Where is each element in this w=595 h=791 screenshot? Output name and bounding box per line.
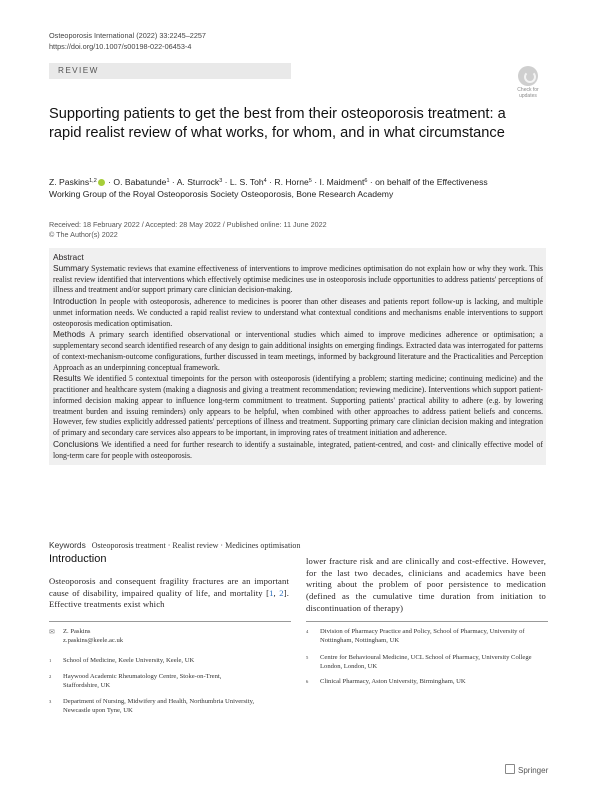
author-name: · O. Babatunde bbox=[105, 177, 167, 187]
corresponding-name: Z. Paskins bbox=[63, 628, 91, 635]
author-group: · on behalf of the Effectiveness bbox=[367, 177, 488, 187]
check-updates-icon bbox=[518, 66, 538, 86]
affiliation-number: 6 bbox=[306, 679, 309, 684]
keywords bbox=[49, 540, 300, 550]
journal-header bbox=[49, 31, 206, 52]
abstract-introduction bbox=[53, 296, 543, 329]
affiliation-text: School of Medicine, Keele University, Keele, UK bbox=[63, 657, 195, 664]
abstract-methods bbox=[53, 329, 543, 373]
abstract bbox=[53, 252, 543, 461]
summary-text: Systematic reviews that examine effectiveness of interventions to improve medicines optimisation do not explain how or why they work. This realist review identified that interventions which effectively optimise medicines use in osteoporosis include opportunities to address patients' perceptions of illness and treatment and/or support primary care clinician decision-making. bbox=[53, 263, 543, 295]
conclusions-heading: Conclusions bbox=[53, 438, 99, 449]
author-affil-sup: 5 bbox=[308, 178, 312, 184]
footnote-divider bbox=[306, 621, 548, 622]
affiliation-number: 1 bbox=[49, 658, 52, 663]
affiliation-text: Department of Nursing, Midwifery and Health, Northumbria University, Newcastle upon Tyne, UK bbox=[63, 698, 255, 714]
author-affil-sup: 1,2 bbox=[89, 178, 97, 184]
affiliation-number: 4 bbox=[306, 629, 309, 634]
affiliation bbox=[49, 698, 289, 718]
publisher-logo bbox=[505, 764, 548, 775]
check-for-updates-badge[interactable] bbox=[510, 64, 546, 104]
intro-text-part: Osteoporosis and consequent fragility fractures are an important cause of disability, impaired quality of life, and mortality [ bbox=[49, 576, 289, 598]
springer-horse-icon bbox=[505, 764, 515, 774]
abstract-summary bbox=[53, 263, 543, 296]
author-name: · I. Maidment bbox=[311, 177, 365, 187]
citation-link[interactable]: 2 bbox=[279, 587, 284, 598]
keywords-heading: Keywords bbox=[49, 540, 86, 550]
author-name: Z. Paskins bbox=[49, 177, 90, 187]
author-affil-sup: 3 bbox=[219, 178, 223, 184]
affiliation bbox=[306, 628, 546, 648]
author-line-1 bbox=[49, 176, 549, 188]
check-updates-label: Check for updates bbox=[517, 87, 539, 99]
corresponding-email[interactable]: z.paskins@keele.ac.uk bbox=[63, 637, 124, 644]
affiliation-text: Division of Pharmacy Practice and Policy, School of Pharmacy, University of Nottingham, Nottingham, UK bbox=[320, 628, 525, 644]
author-affil-sup: 6 bbox=[364, 178, 368, 184]
orcid-icon[interactable] bbox=[98, 179, 105, 186]
results-heading: Results bbox=[53, 373, 81, 384]
affiliation bbox=[306, 654, 546, 674]
author-name: · R. Horne bbox=[266, 177, 309, 187]
introduction-section-heading: Introduction bbox=[49, 553, 107, 565]
introduction-heading: Introduction bbox=[53, 296, 97, 306]
affiliation bbox=[306, 678, 546, 688]
abstract-heading: Abstract bbox=[53, 252, 84, 262]
affiliation bbox=[49, 657, 289, 667]
introduction-body bbox=[49, 576, 289, 611]
intro-text-part: ]. Effective treatments exist which bbox=[49, 587, 289, 610]
intro-text-part: , bbox=[273, 587, 280, 598]
affiliation-text: Haywood Academic Rheumatology Centre, Stoke-on-Trent, Staffordshire, UK bbox=[63, 673, 222, 689]
history-dates: Received: 18 February 2022 / Accepted: 28 May 2022 / Published online: 11 June 2022 bbox=[49, 220, 327, 229]
corresponding-author bbox=[49, 628, 289, 648]
results-text: We identified 5 contextual timepoints for the person with osteoporosis (identifying a problem; starting medicine; continuing medicine) and the practitioner and healthcare system (making a diagnosis and giving a treatment recommendation; reviewing medicine). Interventions which support patient-informed decision making appear to influence long-term commitment to treatment. Supporting patients' practical ability to adhere (e.g. by lowering treatment burden and issuing reminders) only appears to be helpful, when combined with other approaches to address patient beliefs and concerns. However, few studies explicitly addressed patients' perceptions of illness and treatment. Supporting primary care clinician decision making and integration of primary and secondary care services also appears to be important, in improving rates of treatment initiation and adherence. bbox=[53, 374, 543, 437]
citation-link[interactable]: 1 bbox=[269, 587, 274, 598]
affiliation-number: 2 bbox=[49, 674, 52, 679]
publication-dates bbox=[49, 220, 327, 240]
affiliation-number: 3 bbox=[49, 699, 52, 704]
article-title: Supporting patients to get the best from their osteoporosis treatment: a rapid realist review of what works, for whom, and in what circumstance bbox=[49, 106, 506, 141]
footnote-divider bbox=[49, 621, 291, 622]
author-line-2: Working Group of the Royal Osteoporosis Society Osteoporosis, Bone Research Academy bbox=[49, 189, 394, 200]
author-affil-sup: 4 bbox=[263, 178, 267, 184]
author-name: · A. Sturrock bbox=[169, 177, 220, 187]
affiliation-text: Clinical Pharmacy, Aston University, Birmingham, UK bbox=[320, 678, 466, 685]
conclusions-text: We identified a need for further research to identify a sustainable, integrated, patient-centred, and cost- and clinically effective model of long-term care for people with osteoporosis. bbox=[53, 439, 544, 460]
affiliation-number: 5 bbox=[306, 655, 309, 660]
introduction-text: In people with osteoporosis, adherence to medicines is poorer than other diseases and patients report follow-up is lacking, and multiple unmet information needs. We conducted a rapid realist review to understand what contextual conditions and mechanisms enable interventions to support osteoporosis medication optimisation. bbox=[53, 297, 543, 328]
affiliation-text: Centre for Behavioural Medicine, UCL School of Pharmacy, University College London, London, UK bbox=[320, 654, 532, 670]
author-name: · L. S. Toh bbox=[222, 177, 264, 187]
author-affil-sup: 1 bbox=[166, 178, 170, 184]
methods-text: A primary search identified observational or interventional studies which aimed to improve medicines adherence or optimisation; a supplementary second search identified research of any design to gain additional insights on emerging findings. Extracted data was interrogated for patterns of context-mechanism-outcome configurations, further discussed in team meetings, informed by background literature and the Practicalities and Perception Approach as an underpinning conceptual framework. bbox=[53, 330, 543, 372]
keywords-text: Osteoporosis treatment · Realist review · Medicines optimisation bbox=[91, 541, 301, 550]
journal-citation: Osteoporosis International (2022) 33:2245–2257 bbox=[49, 31, 206, 40]
affiliation bbox=[49, 673, 289, 693]
abstract-conclusions bbox=[53, 439, 543, 462]
article-type-label: REVIEW bbox=[58, 66, 99, 75]
abstract-results bbox=[53, 373, 543, 439]
publisher-name: Springer bbox=[518, 766, 549, 775]
methods-heading: Methods bbox=[53, 329, 86, 340]
summary-heading: Summary bbox=[53, 262, 89, 273]
envelope-icon: ✉ bbox=[49, 628, 55, 636]
author-list bbox=[49, 176, 549, 200]
copyright: © The Author(s) 2022 bbox=[49, 230, 118, 239]
doi-link[interactable]: https://doi.org/10.1007/s00198-022-06453-4 bbox=[49, 41, 192, 51]
right-column-body: lower fracture risk and are clinically and cost-effective. However, for the last two decades, clinicians and academics have been writing about the problem of poor persistence to medication (defined as the cumulative time duration from initiation to discontinuation of therapy) bbox=[306, 556, 546, 613]
